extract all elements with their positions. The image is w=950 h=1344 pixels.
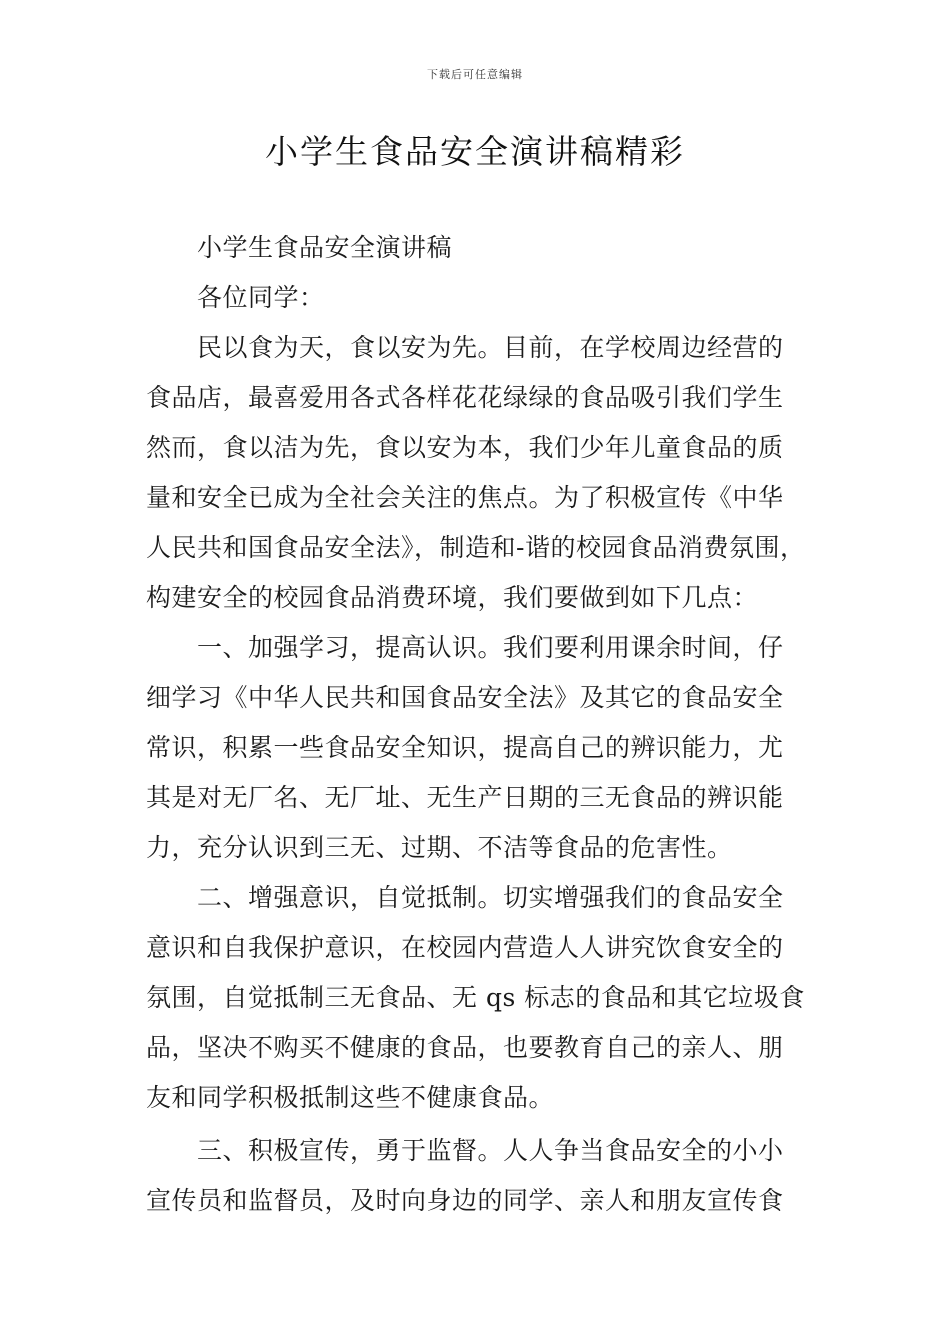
paragraph-line: 民以食为天，食以安为先。目前，在学校周边经营的 <box>197 333 784 362</box>
paragraph-line: 细学习《中华人民共和国食品安全法》及其它的食品安全 <box>146 683 784 712</box>
subtitle-line: 小学生食品安全演讲稿 <box>197 233 453 262</box>
paragraph-line: 二、增强意识，自觉抵制。切实增强我们的食品安全 <box>197 883 784 912</box>
paragraph-line: 品，坚决不购买不健康的食品，也要教育自己的亲人、朋 <box>146 1033 784 1062</box>
header-note: 下载后可任意编辑 <box>427 68 523 81</box>
paragraph-line: 力，充分认识到三无、过期、不洁等食品的危害性。 <box>146 833 733 862</box>
paragraph-line: 然而，食以洁为先，食以安为本，我们少年儿童食品的质 <box>146 433 784 462</box>
paragraph-line: 人民共和国食品安全法》，制造和-谐的校园食品消费氛围， <box>146 533 806 562</box>
paragraph-line: 食品店，最喜爱用各式各样花花绿绿的食品吸引我们学生 <box>146 383 784 412</box>
paragraph-line: 三、积极宣传，勇于监督。人人争当食品安全的小小 <box>197 1136 784 1165</box>
paragraph-line: 氛围，自觉抵制三无食品、无 qs 标志的食品和其它垃圾食 <box>146 983 805 1012</box>
document-title: 小学生食品安全演讲稿精彩 <box>265 132 685 171</box>
salutation-line: 各位同学： <box>197 283 325 312</box>
paragraph-line: 友和同学积极抵制这些不健康食品。 <box>146 1083 555 1112</box>
paragraph-line: 常识，积累一些食品安全知识，提高自己的辨识能力，尤 <box>146 733 784 762</box>
paragraph-line: 构建安全的校园食品消费环境，我们要做到如下几点： <box>146 583 759 612</box>
paragraph-line: 意识和自我保护意识，在校园内营造人人讲究饮食安全的 <box>146 933 784 962</box>
paragraph-line: 量和安全已成为全社会关注的焦点。为了积极宣传《中华 <box>146 483 784 512</box>
paragraph-line: 一、加强学习，提高认识。我们要利用课余时间，仔 <box>197 633 784 662</box>
document-body <box>146 223 826 1226</box>
paragraph-line: 其是对无厂名、无厂址、无生产日期的三无食品的辨识能 <box>146 783 784 812</box>
paragraph-line: 宣传员和监督员，及时向身边的同学、亲人和朋友宣传食 <box>146 1186 784 1215</box>
